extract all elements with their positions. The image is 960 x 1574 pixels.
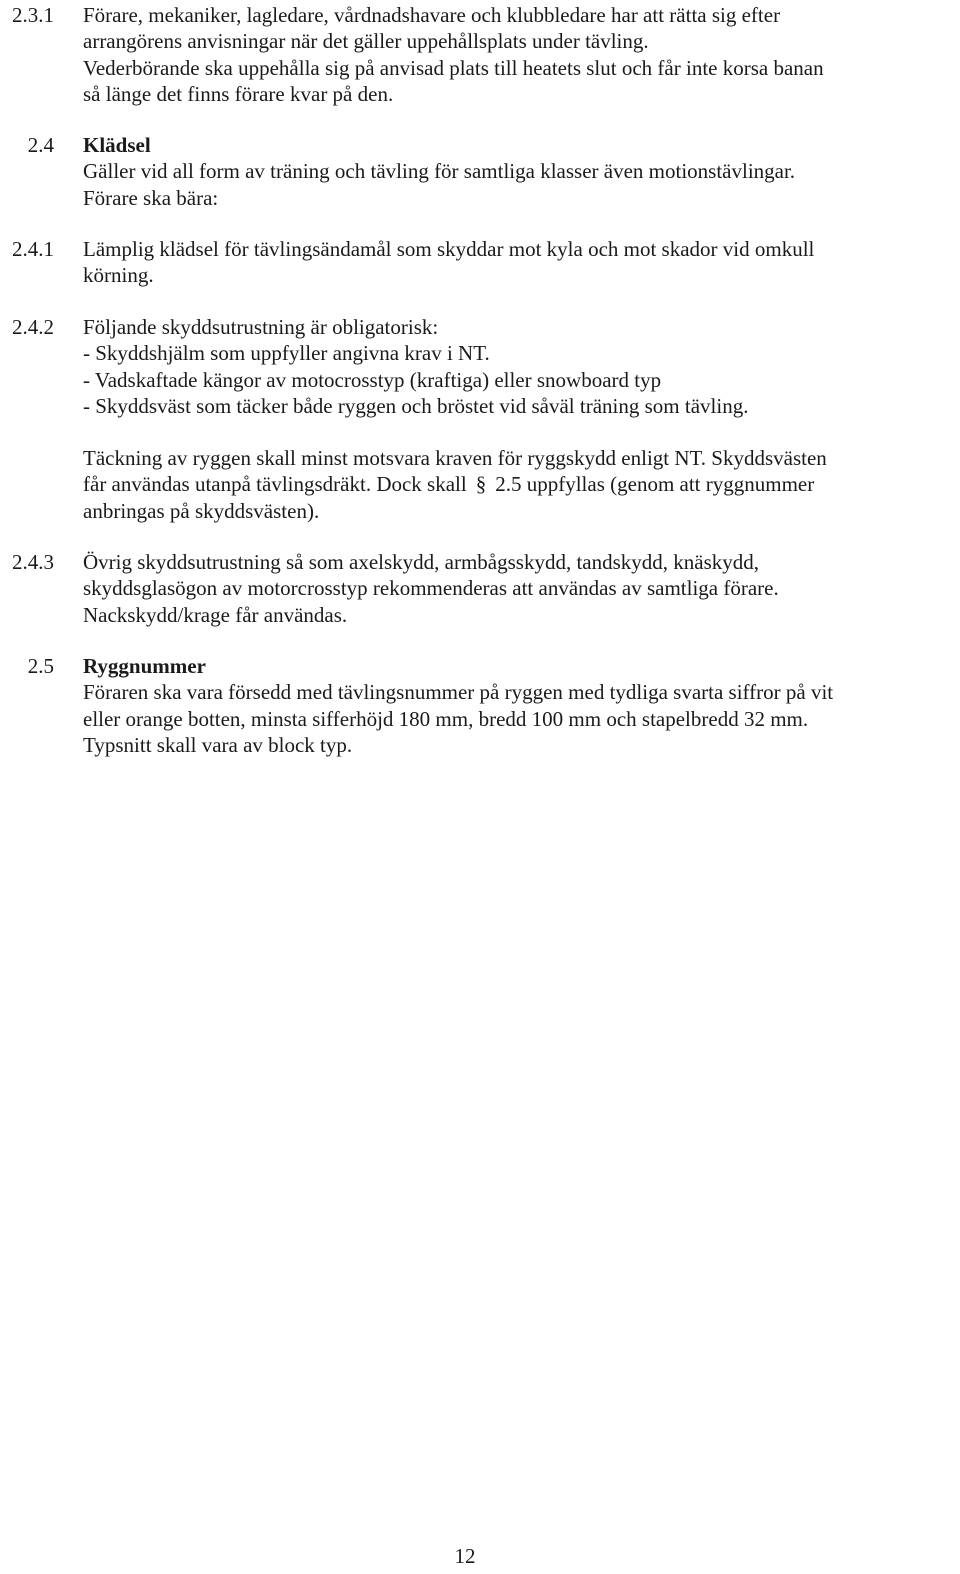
- page-number: 12: [454, 1544, 476, 1568]
- list-item: - Skyddshjälm som uppfyller angivna krav i NT.: [83, 341, 490, 366]
- section-sign-icon: §: [475, 472, 487, 497]
- section-heading: Klädsel: [83, 133, 151, 157]
- section-number: 2.4.3: [12, 550, 54, 574]
- text-line: Gäller vid all form av träning och tävling för samtliga klasser även motionstävlingar.: [83, 159, 796, 184]
- text-line: Typsnitt skall vara av block typ.: [83, 732, 353, 757]
- section-body: [83, 549, 955, 628]
- text-line: eller orange botten, minsta sifferhöjd 180 mm, bredd 100 mm och stapelbredd 32 mm.: [83, 706, 809, 731]
- section-number: 2.4.2: [12, 315, 54, 339]
- section-body: [83, 236, 955, 289]
- section-number: 2.4: [27, 133, 54, 157]
- text-line: Övrig skyddsutrustning så som axelskydd, armbågsskydd, tandskydd, knäskydd,: [83, 550, 760, 574]
- text-line: Följande skyddsutrustning är obligatorisk:: [83, 315, 439, 339]
- section-number: 2.4.1: [12, 237, 54, 261]
- section-body: [83, 314, 955, 419]
- text-line: skyddsglasögon av motorcrosstyp rekommenderas att användas av samtliga förare.: [83, 576, 779, 601]
- text-line: Täckning av ryggen skall minst motsvara kraven för ryggskydd enligt NT. Skyddsvästen: [83, 446, 827, 470]
- text-line: körning.: [83, 263, 154, 288]
- text-line: Förare ska bära:: [83, 185, 219, 210]
- text-line: arrangörens anvisningar när det gäller uppehållsplats under tävling.: [83, 29, 649, 54]
- section-number: 2.5: [27, 654, 54, 678]
- text-line: Lämplig klädsel för tävlingsändamål som skyddar mot kyla och mot skador vid omkull: [83, 237, 815, 261]
- text-fragment: får användas utanpå tävlingsdräkt. Dock skall: [83, 472, 467, 497]
- section-body: [83, 445, 955, 524]
- text-line: Vederbörande ska uppehålla sig på anvisad plats till heatets slut och får inte korsa banan: [83, 55, 824, 80]
- text-line: anbringas på skyddsvästen).: [83, 498, 320, 523]
- text-line: [83, 471, 955, 497]
- section-body: [83, 132, 955, 211]
- text-line: så länge det finns förare kvar på den.: [83, 81, 394, 106]
- text-line: Nackskydd/krage får användas.: [83, 602, 348, 627]
- text-line: Föraren ska vara försedd med tävlingsnummer på ryggen med tydliga svarta siffror på vit: [83, 680, 834, 705]
- section-body: [83, 653, 955, 758]
- section-number: 2.3.1: [12, 3, 54, 27]
- section-body: [83, 2, 955, 107]
- text-line: Förare, mekaniker, lagledare, vårdnadshavare och klubbledare har att rätta sig efter: [83, 3, 781, 27]
- section-heading: Ryggnummer: [83, 654, 206, 678]
- list-item: - Vadskaftade kängor av motocrosstyp (kraftiga) eller snowboard typ: [83, 367, 662, 392]
- text-fragment: 2.5 uppfyllas (genom att ryggnummer: [495, 472, 815, 497]
- list-item: - Skyddsväst som täcker både ryggen och bröstet vid såväl träning som tävling.: [83, 393, 749, 418]
